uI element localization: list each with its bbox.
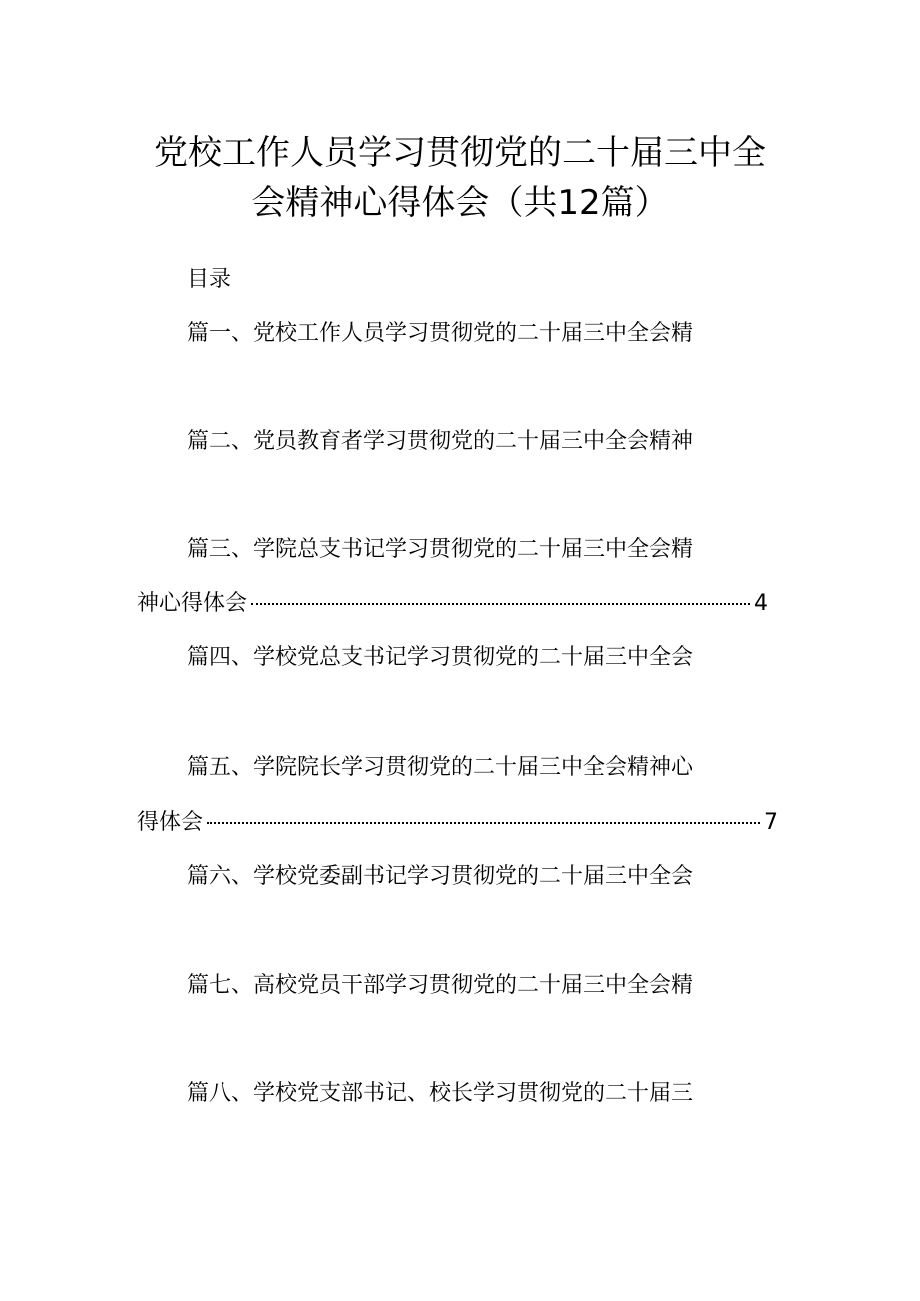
toc-entry-3[interactable]: 篇三、学院总支书记学习贯彻党的二十届三中全会精: [187, 537, 694, 562]
toc-entry-8[interactable]: 篇八、学校党支部书记、校长学习贯彻党的二十届三: [187, 1081, 694, 1106]
toc-entry-2[interactable]: 篇二、党员教育者学习贯彻党的二十届三中全会精神: [187, 429, 694, 454]
toc-entry-1[interactable]: 篇一、党校工作人员学习贯彻党的二十届三中全会精: [187, 321, 694, 346]
toc-entry-5-continuation[interactable]: [137, 809, 778, 837]
toc-entry-5[interactable]: 篇五、学院院长学习贯彻党的二十届三中全会精神心: [187, 755, 694, 780]
toc-entry-3-page-number: 4: [754, 591, 768, 616]
toc-entry-3-continuation[interactable]: [137, 590, 768, 618]
document-title-line-1: 党校工作人员学习贯彻党的二十届三中全: [154, 133, 766, 173]
toc-entry-5-page-number: 7: [764, 810, 778, 835]
document-title-line-2: 会精神心得体会（共12篇）: [251, 183, 669, 223]
toc-entry-3-continuation-text: 神心得体会: [137, 591, 248, 616]
toc-leader-dots: [251, 603, 750, 605]
toc-entry-7[interactable]: 篇七、高校党员干部学习贯彻党的二十届三中全会精: [187, 973, 694, 998]
toc-entry-4[interactable]: 篇四、学校党总支书记学习贯彻党的二十届三中全会: [187, 645, 694, 670]
toc-heading: 目录: [187, 267, 232, 292]
toc-entry-6[interactable]: 篇六、学校党委副书记学习贯彻党的二十届三中全会: [187, 864, 694, 889]
toc-entry-5-continuation-text: 得体会: [137, 810, 204, 835]
toc-leader-dots: [207, 822, 760, 824]
